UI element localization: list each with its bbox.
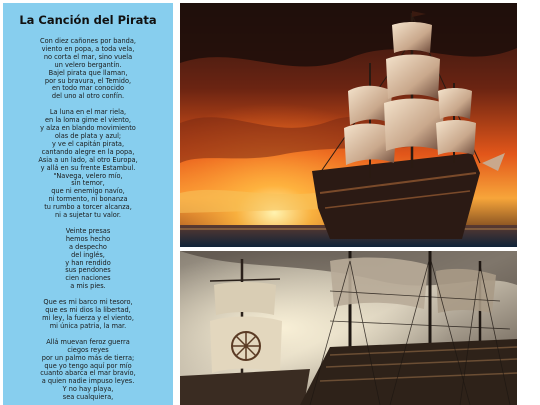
poem-line: sus pendones: [65, 266, 111, 275]
poem-line: hemos hecho: [65, 234, 111, 243]
poem-line: Veinte presas: [65, 226, 111, 235]
poem-line: Con diez cañones por banda,: [40, 37, 136, 45]
poem-line: en la loma gime el viento,: [45, 116, 131, 125]
poem-line: no corta el mar, sino vuela: [43, 52, 133, 61]
poem-line: y alza en blando movimiento: [40, 124, 136, 133]
poem-line: que es mi dios la libertad,: [45, 306, 131, 315]
poem-line: Y no hay playa,: [62, 385, 114, 394]
poem-line: cantando alegre en la popa,: [41, 147, 135, 156]
poem-body: [7, 38, 169, 402]
poem-line: "Navega, velero mío,: [53, 171, 123, 180]
poem-line: sin temor,: [71, 179, 105, 188]
poem-panel: [3, 3, 173, 405]
poem-line: viento en popa, a toda vela,: [41, 44, 135, 53]
poem-line: por un palmo más de tierra;: [41, 353, 135, 362]
poem-line: Que es mi barco mi tesoro,: [43, 298, 133, 307]
poem-line: mi ley, la fuerza y el viento,: [42, 314, 134, 322]
poem-line: cuanto abarca el mar bravío,: [40, 369, 136, 378]
poem-stanza: [7, 38, 169, 101]
poem-line: cien naciones: [65, 274, 111, 283]
poem-line: en todo mar conocido: [51, 84, 125, 93]
poem-line: del inglés,: [71, 250, 105, 259]
poem-line: del uno al otro confín.: [51, 92, 125, 101]
poem-line: un velero bergantín.: [54, 60, 122, 69]
poem-line: que yo tengo aquí por mío: [44, 361, 132, 370]
poem-line: por su bravura, el Temido,: [44, 76, 132, 85]
poem-line: y ve el capitán pirata,: [51, 139, 125, 148]
poem-line: a mis pies.: [70, 282, 106, 291]
poem-line: y han rendido: [65, 258, 111, 267]
galleon-rigging-illustration: [180, 251, 517, 405]
galleon-rigging-image: [180, 251, 517, 405]
poem-stanza: [7, 339, 169, 402]
galleon-sunset-illustration: [180, 3, 517, 247]
poem-line: que ni enemigo navío,: [51, 187, 125, 196]
poem-line: a despecho: [69, 242, 107, 251]
poem-stanza: [7, 228, 169, 291]
poem-line: tu rumbo a torcer alcanza,: [44, 203, 132, 212]
poem-line: sea cualquiera,: [62, 393, 114, 402]
poem-line: a quien nadie impuso leyes.: [41, 377, 135, 386]
poem-line: olas de plata y azul;: [54, 131, 122, 140]
poem-line: mi única patria, la mar.: [49, 321, 127, 330]
poem-line: ciegos reyes: [67, 345, 109, 354]
poem-stanza: [7, 299, 169, 331]
poem-line: Asia a un lado, al otro Europa,: [38, 155, 138, 164]
poem-stanza: [7, 109, 169, 220]
poem-line: y allá en su frente Estambul.: [40, 163, 136, 172]
poem-line: Bajel pirata que llaman,: [48, 68, 128, 77]
poem-title: La Canción del Pirata: [19, 13, 157, 27]
poem-line: La luna en el mar riela,: [49, 108, 127, 117]
galleon-sunset-image: [180, 3, 517, 247]
poem-line: ni tormento, ni bonanza: [48, 195, 128, 204]
poem-line: ni a sujetar tu valor.: [54, 211, 122, 220]
poem-line: Allá muevan feroz guerra: [46, 337, 130, 346]
